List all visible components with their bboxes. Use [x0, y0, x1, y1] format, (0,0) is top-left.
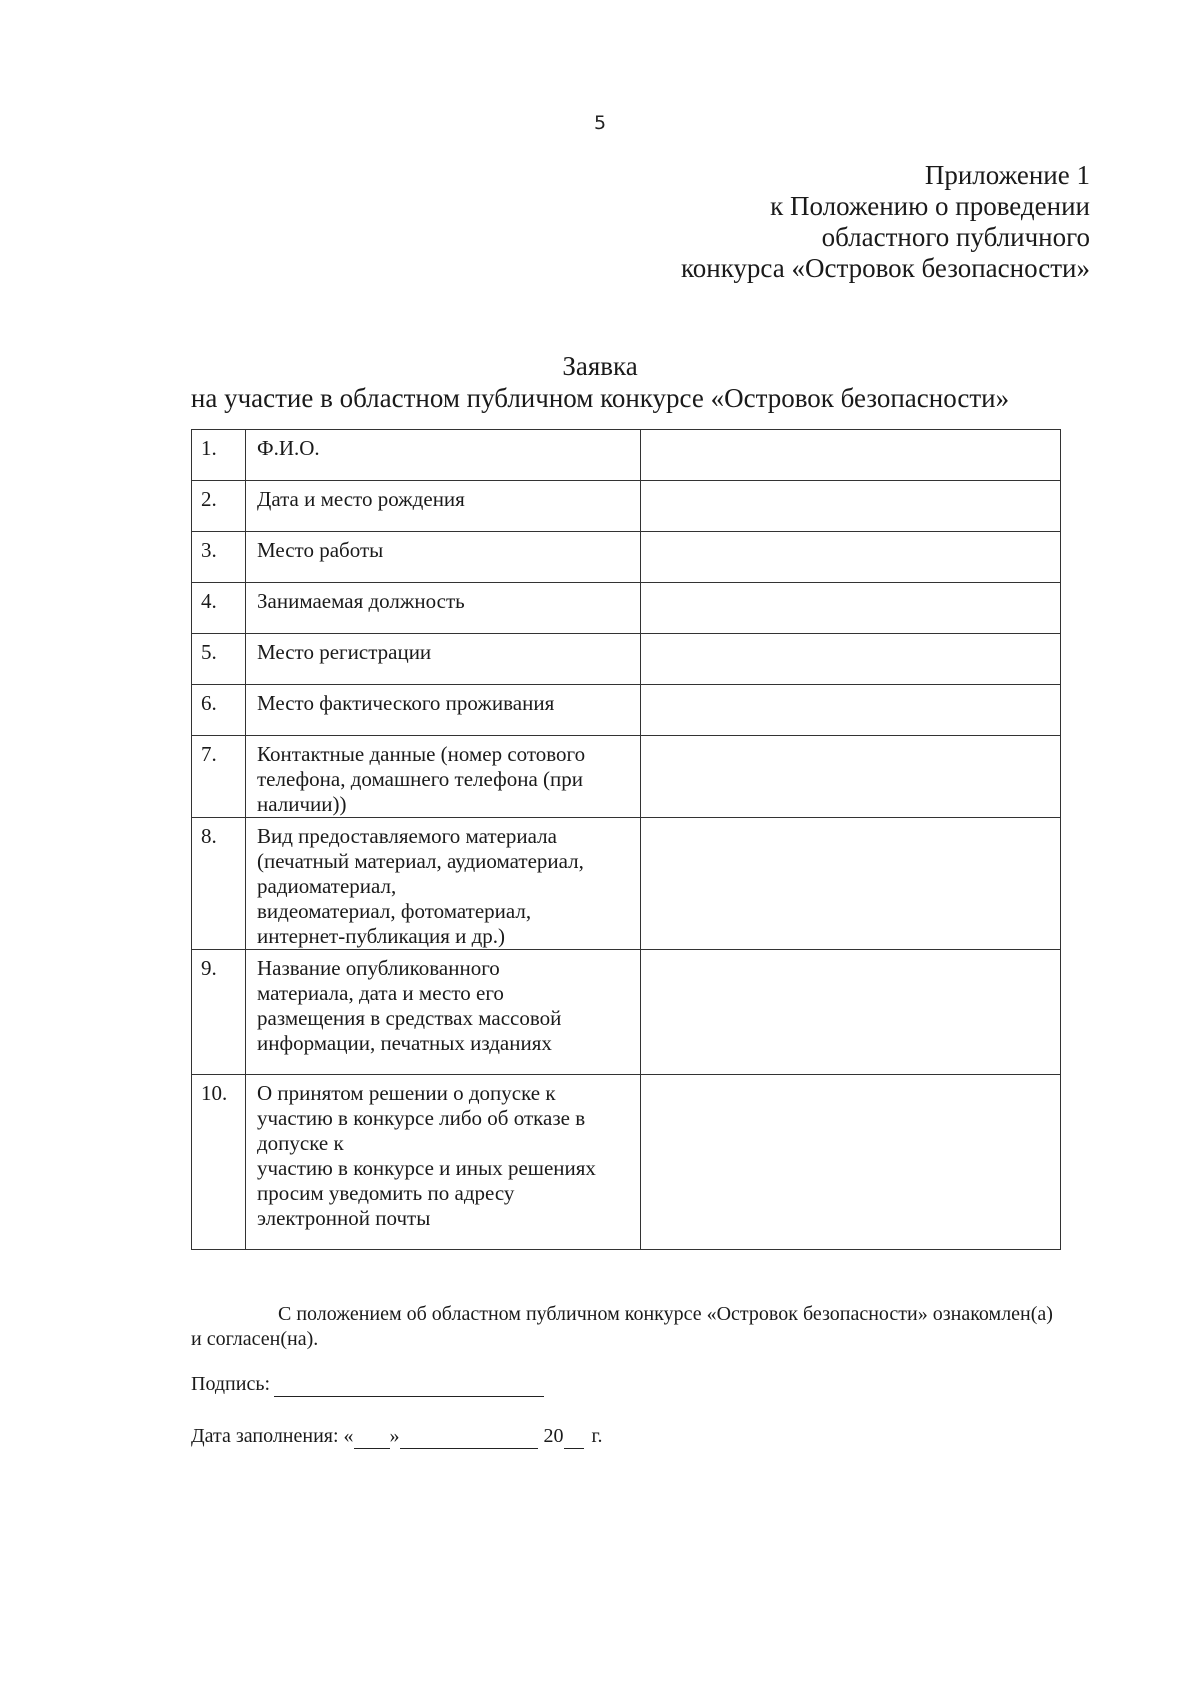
- date-label: Дата заполнения: «: [191, 1425, 354, 1447]
- row-value-field[interactable]: [641, 634, 1061, 685]
- row-number: 5.: [192, 634, 246, 685]
- signature-line[interactable]: [274, 1376, 544, 1397]
- page-number: 5: [593, 112, 607, 134]
- row-number: 6.: [192, 685, 246, 736]
- row-value-field[interactable]: [641, 583, 1061, 634]
- row-label-line: участию в конкурсе и иных решениях: [257, 1156, 596, 1180]
- row-label-line: наличии)): [257, 792, 347, 816]
- appendix-header: [681, 160, 1090, 284]
- row-label-line: допуске к: [257, 1131, 344, 1155]
- row-label-line: Место работы: [257, 538, 384, 562]
- appendix-line: конкурса «Островок безопасности»: [681, 253, 1090, 283]
- row-value-field[interactable]: [641, 950, 1061, 1075]
- row-label: [246, 736, 641, 818]
- row-label-line: телефона, домашнего телефона (при: [257, 767, 583, 791]
- row-label-line: размещения в средствах массовой: [257, 1006, 562, 1030]
- row-number: 1.: [192, 430, 246, 481]
- row-label-line: Место фактического проживания: [257, 691, 555, 715]
- row-label-line: видеоматериал, фотоматериал,: [257, 899, 532, 923]
- row-number: 2.: [192, 481, 246, 532]
- row-label: [246, 685, 641, 736]
- table-row: [192, 583, 1061, 634]
- date-year-prefix: 20: [543, 1425, 564, 1447]
- appendix-line: к Положению о проведении: [770, 191, 1090, 221]
- table-row: [192, 1075, 1061, 1250]
- row-label-line: Ф.И.О.: [257, 436, 320, 460]
- row-number: 3.: [192, 532, 246, 583]
- row-label: [246, 430, 641, 481]
- signature-label: Подпись:: [191, 1373, 271, 1395]
- date-year-blank[interactable]: [564, 1428, 584, 1449]
- row-label: [246, 583, 641, 634]
- row-label-line: электронной почты: [257, 1206, 431, 1230]
- row-label-line: Занимаемая должность: [257, 589, 465, 613]
- row-value-field[interactable]: [641, 532, 1061, 583]
- agreement-line-2: и согласен(на).: [191, 1328, 319, 1350]
- table-row: [192, 818, 1061, 950]
- agreement-statement: [191, 1302, 1091, 1352]
- signature-row: [191, 1372, 544, 1397]
- row-label-line: Контактные данные (номер сотового: [257, 742, 586, 766]
- row-label-line: материала, дата и место его: [257, 981, 504, 1005]
- table-row: [192, 430, 1061, 481]
- row-value-field[interactable]: [641, 818, 1061, 950]
- row-label: [246, 1075, 641, 1250]
- table-row: [192, 634, 1061, 685]
- row-label-line: О принятом решении о допуске к: [257, 1081, 556, 1105]
- table-row: [192, 481, 1061, 532]
- table-row: [192, 736, 1061, 818]
- row-label-line: (печатный материал, аудиоматериал,: [257, 849, 584, 873]
- row-label-line: Название опубликованного: [257, 956, 500, 980]
- row-value-field[interactable]: [641, 736, 1061, 818]
- appendix-line: Приложение 1: [924, 160, 1090, 190]
- row-label-line: Дата и место рождения: [257, 487, 465, 511]
- row-value-field[interactable]: [641, 685, 1061, 736]
- row-value-field[interactable]: [641, 430, 1061, 481]
- row-number: 4.: [192, 583, 246, 634]
- table-row: [192, 685, 1061, 736]
- row-label: [246, 634, 641, 685]
- row-value-field[interactable]: [641, 1075, 1061, 1250]
- application-table: [191, 429, 1061, 1250]
- row-label-line: интернет-публикация и др.): [257, 924, 506, 948]
- table-row: [192, 950, 1061, 1075]
- table-row: [192, 532, 1061, 583]
- row-label: [246, 818, 641, 950]
- row-label-line: радиоматериал,: [257, 874, 397, 898]
- date-month-blank[interactable]: [400, 1428, 538, 1449]
- row-label: [246, 481, 641, 532]
- row-label-line: информации, печатных изданиях: [257, 1031, 552, 1055]
- row-label-line: Место регистрации: [257, 640, 432, 664]
- date-day-blank[interactable]: [354, 1428, 390, 1449]
- form-subtitle: на участие в областном публичном конкурсе «Островок безопасности»: [190, 383, 1010, 413]
- row-label-line: Вид предоставляемого материала: [257, 824, 557, 848]
- row-label-line: просим уведомить по адресу: [257, 1181, 515, 1205]
- row-number: 7.: [192, 736, 246, 818]
- date-year-suffix: г.: [591, 1425, 603, 1447]
- appendix-line: областного публичного: [821, 222, 1090, 252]
- agreement-line-1: С положением об областном публичном конкурсе «Островок безопасности» ознакомлен(а): [278, 1303, 1053, 1325]
- row-number: 10.: [192, 1075, 246, 1250]
- form-title: Заявка: [562, 351, 638, 381]
- row-label: [246, 950, 641, 1075]
- row-number: 8.: [192, 818, 246, 950]
- row-value-field[interactable]: [641, 481, 1061, 532]
- row-label: [246, 532, 641, 583]
- row-label-line: участию в конкурсе либо об отказе в: [257, 1106, 586, 1130]
- row-number: 9.: [192, 950, 246, 1075]
- date-close-quote: »: [389, 1425, 400, 1447]
- date-row: [191, 1424, 603, 1449]
